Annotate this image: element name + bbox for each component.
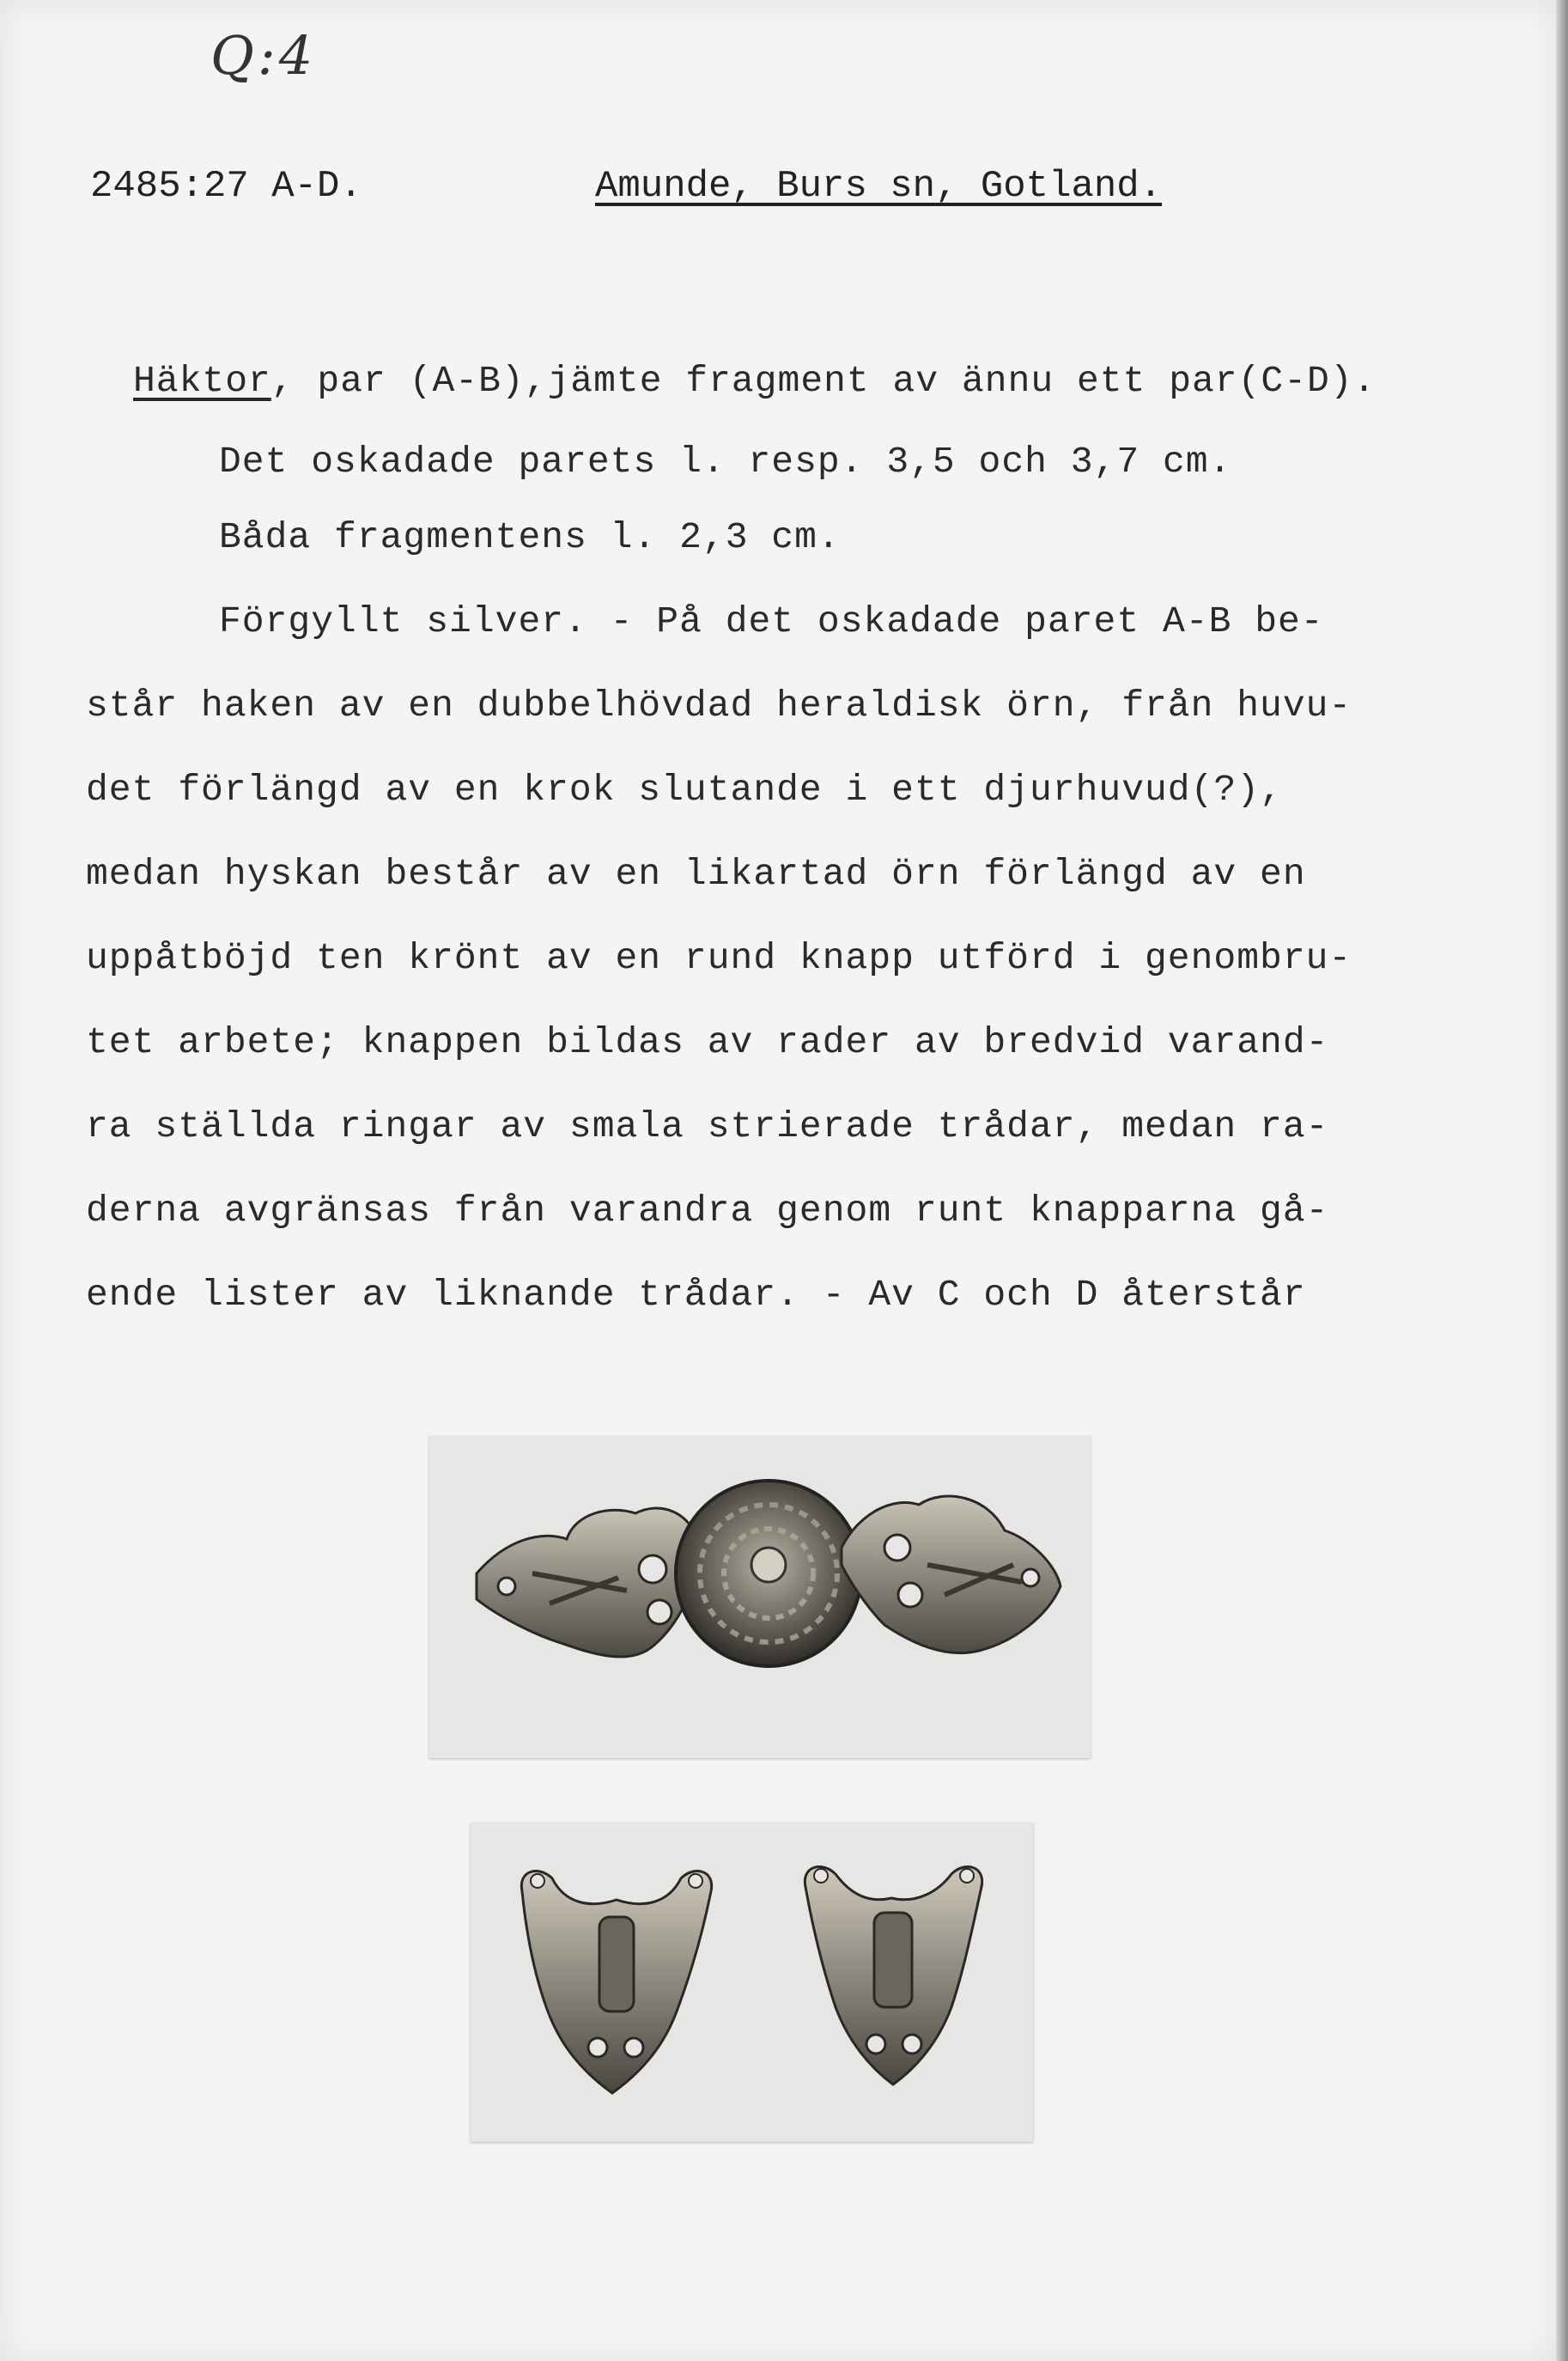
description-line: Häktor, par (A-B),jämte fragment av ännu ett par(C-D). xyxy=(133,360,1377,402)
description-line: uppåtböjd ten krönt av en rund knapp utförd i genombru- xyxy=(86,937,1352,979)
description-line: medan hyskan består av en likartad örn förlängd av en xyxy=(86,853,1306,895)
photo-fragments-c-d xyxy=(471,1822,1033,2142)
hook-and-eye-clasp-pair-icon xyxy=(429,1436,1091,1758)
description-line: derna avgränsas från varandra genom runt knapparna gå- xyxy=(86,1190,1329,1232)
eagle-fragment-pair-icon xyxy=(471,1822,1033,2142)
photo-clasp-a-b xyxy=(429,1436,1091,1758)
handwritten-code: Q:4 xyxy=(210,24,317,87)
catalog-number: 2485:27 A-D. xyxy=(90,165,362,208)
description-text xyxy=(86,339,1537,1337)
description-line: Det oskadade parets l. resp. 3,5 och 3,7 cm. xyxy=(219,441,1232,483)
description-line: tet arbete; knappen bildas av rader av bredvid varand- xyxy=(86,1021,1329,1063)
description-line: ende lister av liknande trådar. - Av C och D återstår xyxy=(86,1274,1306,1316)
find-location: Amunde, Burs sn, Gotland. xyxy=(595,165,1163,208)
card-edge xyxy=(1556,0,1568,2361)
description-line: det förlängd av en krok slutande i ett djurhuvud(?), xyxy=(86,769,1283,811)
description-line: Förgyllt silver. - På det oskadade paret A-B be- xyxy=(219,600,1324,642)
description-line: Båda fragmentens l. 2,3 cm. xyxy=(219,516,841,558)
description-line: ra ställda ringar av smala strierade trådar, medan ra- xyxy=(86,1105,1329,1147)
description-line: står haken av en dubbelhövdad heraldisk örn, från huvu- xyxy=(86,685,1352,727)
object-name: Häktor xyxy=(133,360,271,402)
